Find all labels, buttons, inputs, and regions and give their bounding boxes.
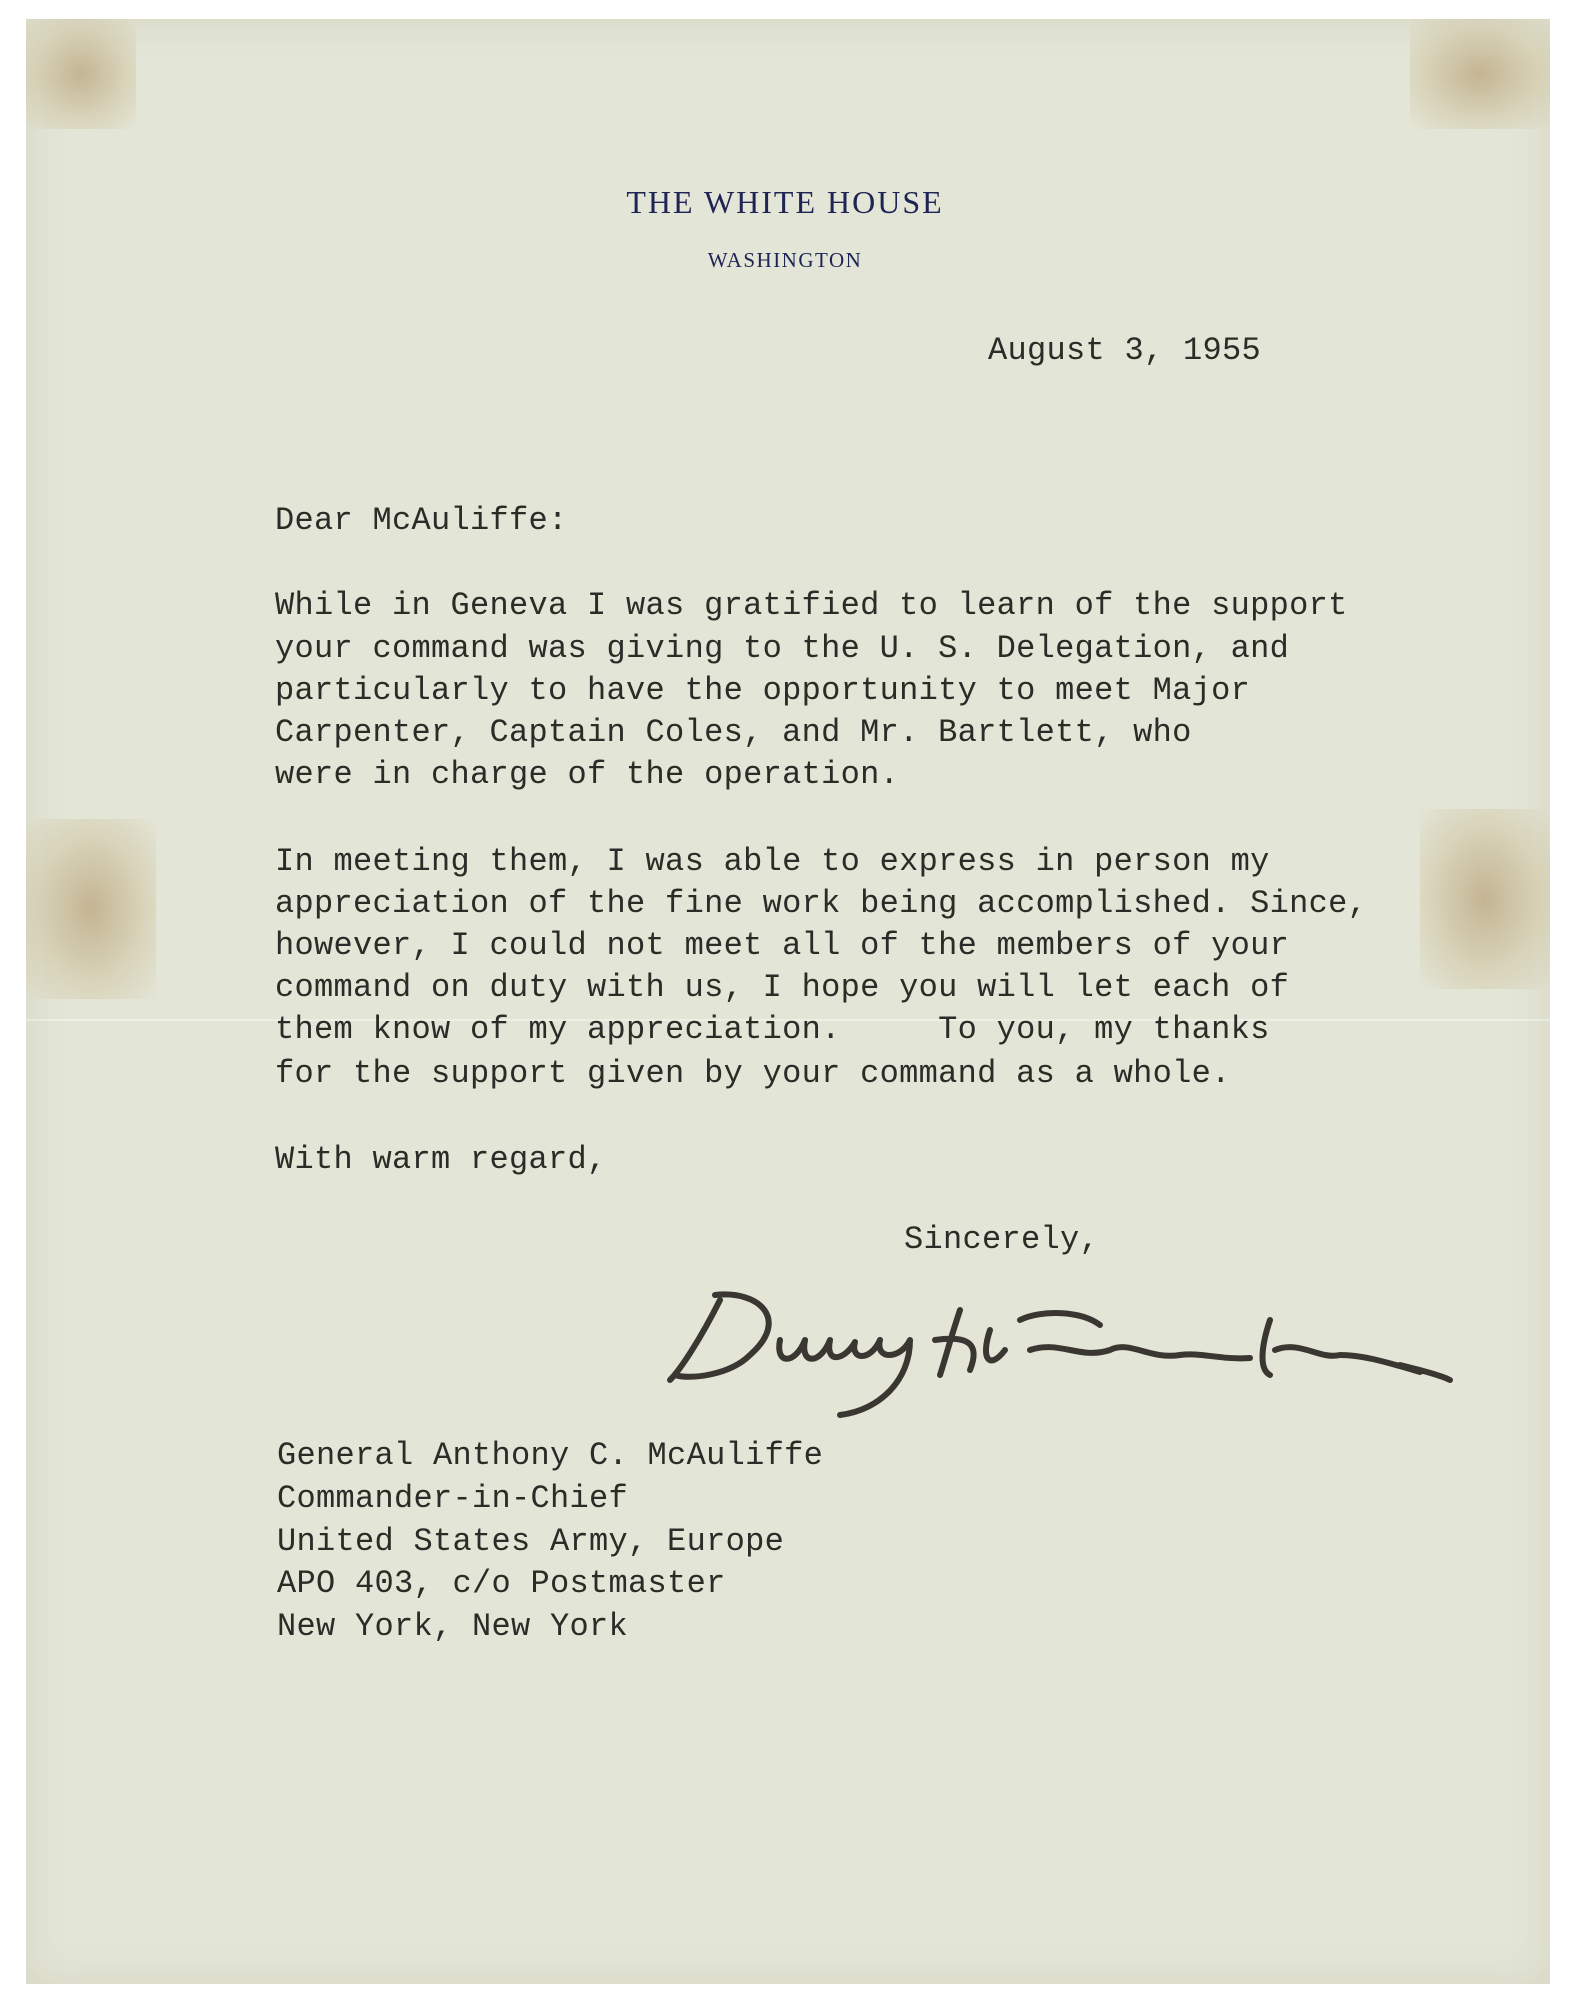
tape-stain [1420,809,1550,989]
closing: Sincerely, [904,1221,1100,1258]
paragraph-line: In meeting them, I was able to express in person my [275,843,1270,880]
tape-stain [1410,19,1550,129]
paragraph-line: Carpenter, Captain Coles, and Mr. Bartlett, who [275,714,1192,751]
letterhead-title: THE WHITE HOUSE [626,184,944,220]
paragraph-line: them know of my appreciation. To you, my thanks [275,1011,1270,1048]
address-line: New York, New York [277,1608,629,1645]
paragraph-line: your command was giving to the U. S. Delegation, and [275,630,1290,667]
letter-date: August 3, 1955 [988,332,1262,369]
tape-stain [26,19,136,129]
address-line: APO 403, c/o Postmaster [277,1565,726,1602]
address-line: United States Army, Europe [277,1523,785,1560]
address-line: General Anthony C. McAuliffe [277,1437,824,1474]
paragraph-line: appreciation of the fine work being accomplished. Since, [275,885,1368,922]
paragraph-line: for the support given by your command as a whole. [275,1055,1231,1092]
paragraph-line: command on duty with us, I hope you will let each of [275,969,1290,1006]
closing-remark: With warm regard, [275,1141,607,1178]
paragraph-line: particularly to have the opportunity to meet Major [275,672,1251,709]
paragraph-line: however, I could not meet all of the members of your [275,927,1290,964]
letterhead-city: WASHINGTON [707,248,863,272]
address-line: Commander-in-Chief [277,1480,629,1517]
paragraph-line: were in charge of the operation. [275,756,900,793]
signature [660,1280,1460,1420]
salutation: Dear McAuliffe: [275,502,568,539]
paragraph-line: While in Geneva I was gratified to learn of the support [275,587,1348,624]
tape-stain [26,819,156,999]
